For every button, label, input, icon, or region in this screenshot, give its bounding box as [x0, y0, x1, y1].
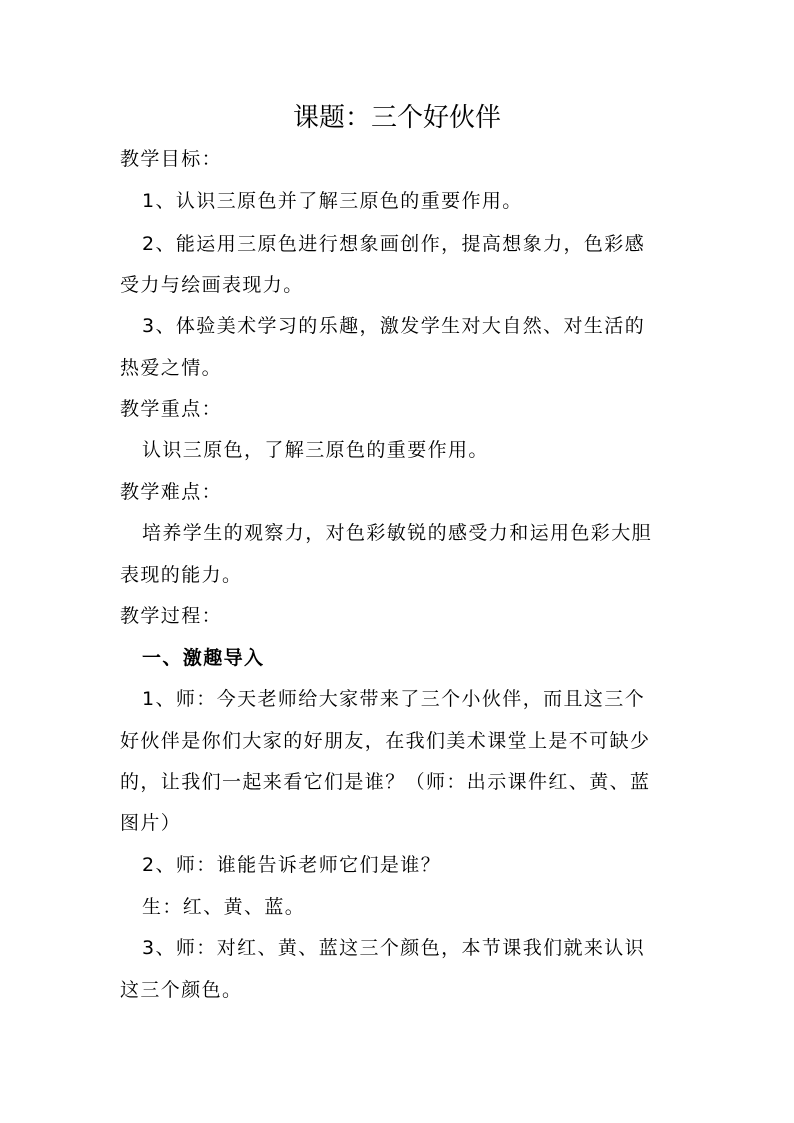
difficulty-text-continued: 表现的能力。 [120, 564, 243, 586]
process-step-3-continued: 这三个颜色。 [120, 979, 243, 1001]
heading-key-points: 教学重点： [120, 398, 223, 420]
goal-item-2-continued: 受力与绘画表现力。 [120, 274, 304, 296]
heading-difficulties: 教学难点： [120, 481, 223, 503]
process-step-1-line-3: 的，让我们一起来看它们是谁？（师：出示课件红、黄、蓝 [120, 771, 651, 793]
key-point-text: 认识三原色，了解三原色的重要作用。 [142, 439, 489, 461]
difficulty-text: 培养学生的观察力，对色彩敏锐的感受力和运用色彩大胆 [142, 522, 653, 544]
goal-item-3-continued: 热爱之情。 [120, 357, 223, 379]
goal-item-3: 3、体验美术学习的乐趣，激发学生对大自然、对生活的 [142, 315, 646, 337]
process-step-1-line-4: 图片） [120, 812, 182, 834]
heading-teaching-process: 教学过程： [120, 605, 223, 627]
goal-item-1: 1、认识三原色并了解三原色的重要作用。 [142, 190, 523, 212]
document-title: 课题：三个好伙伴 [292, 103, 501, 133]
heading-teaching-goals: 教学目标： [120, 148, 223, 170]
process-step-1: 1、师：今天老师给大家带来了三个小伙伴，而且这三个 [142, 688, 646, 710]
student-answer: 生：红、黄、蓝。 [142, 896, 306, 918]
goal-item-2: 2、能运用三原色进行想象画创作，提高想象力，色彩感 [142, 233, 646, 255]
process-step-3: 3、师：对红、黄、蓝这三个颜色，本节课我们就来认识 [142, 937, 646, 959]
process-step-2: 2、师：谁能告诉老师它们是谁？ [142, 854, 442, 876]
section-heading-intro: 一、激趣导入 [142, 647, 265, 669]
process-step-1-line-2: 好伙伴是你们大家的好朋友，在我们美术课堂上是不可缺少 [120, 730, 651, 752]
